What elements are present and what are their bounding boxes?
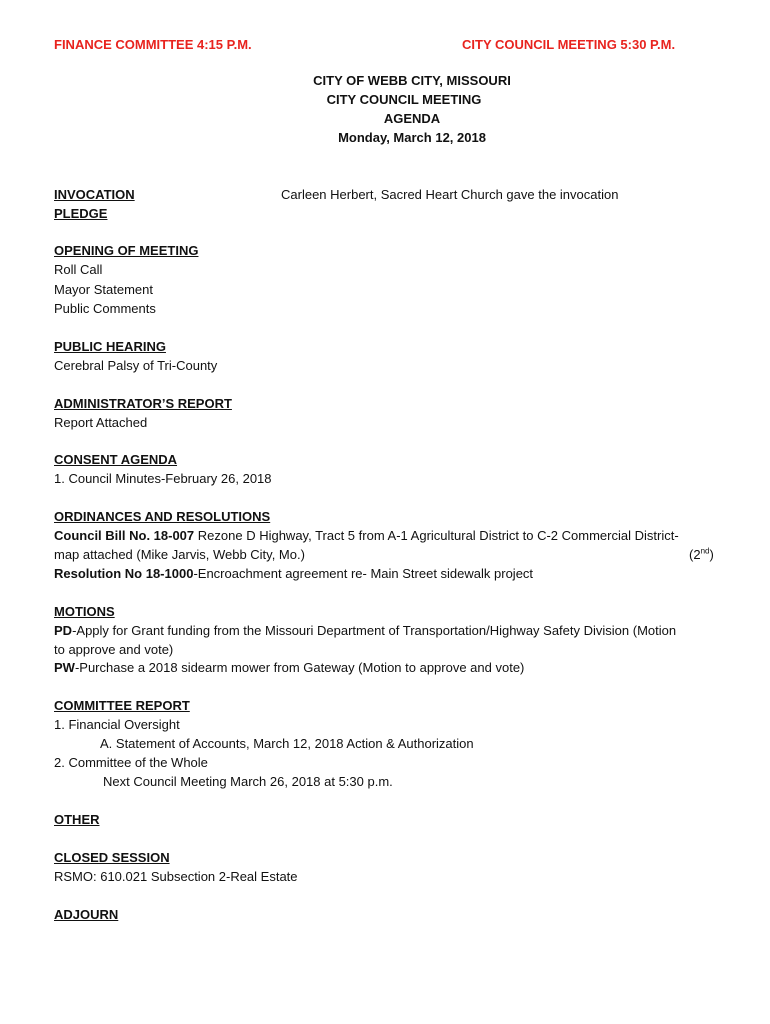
pledge-heading: PLEDGE bbox=[54, 206, 108, 221]
reading-number-sup: nd bbox=[700, 546, 710, 556]
ordinances-heading: ORDINANCES AND RESOLUTIONS bbox=[54, 509, 271, 524]
committee-item: 2. Committee of the Whole bbox=[54, 755, 208, 770]
consent-item: 1. Council Minutes-February 26, 2018 bbox=[54, 471, 272, 486]
council-bill-line bbox=[54, 526, 679, 545]
consent-heading: CONSENT AGENDA bbox=[54, 452, 178, 467]
opening-item: Mayor Statement bbox=[54, 282, 153, 297]
council-bill-text: Rezone D Highway, Tract 5 from A-1 Agricultural District to C-2 Commercial District- bbox=[194, 528, 679, 543]
admin-report-item: Report Attached bbox=[54, 415, 148, 430]
opening-heading: OPENING OF MEETING bbox=[54, 243, 199, 258]
motion-pw-text: -Purchase a 2018 sidearm mower from Gateway (Motion to approve and vote) bbox=[74, 660, 525, 675]
title-city: CITY OF WEBB CITY, MISSOURI bbox=[313, 73, 511, 88]
title-meeting: CITY COUNCIL MEETING bbox=[326, 92, 482, 107]
reading-number bbox=[689, 545, 714, 564]
committee-heading: COMMITTEE REPORT bbox=[54, 698, 190, 713]
opening-item: Roll Call bbox=[54, 262, 103, 277]
other-heading: OTHER bbox=[54, 812, 100, 827]
reading-number-post: ) bbox=[709, 547, 714, 562]
motion-pd-line bbox=[54, 621, 676, 640]
committee-item: 1. Financial Oversight bbox=[54, 717, 180, 732]
admin-report-heading: ADMINISTRATOR’S REPORT bbox=[54, 396, 232, 411]
motion-pw-label: PW bbox=[54, 660, 75, 675]
title-agenda: AGENDA bbox=[383, 111, 441, 126]
reading-number-pre: (2 bbox=[689, 547, 701, 562]
resolution-text: -Encroachment agreement re- Main Street sidewalk project bbox=[193, 566, 534, 581]
title-date: Monday, March 12, 2018 bbox=[338, 130, 486, 145]
motion-pd-text: -Apply for Grant funding from the Missouri Department of Transportation/Highway Safety Division (Motion bbox=[72, 623, 677, 638]
committee-subitem: Next Council Meeting March 26, 2018 at 5:30 p.m. bbox=[103, 774, 393, 789]
invocation-note: Carleen Herbert, Sacred Heart Church gave the invocation bbox=[281, 187, 619, 202]
motion-pd-text-cont: to approve and vote) bbox=[54, 642, 174, 657]
motion-pd-label: PD bbox=[54, 623, 73, 638]
motion-pw-line bbox=[54, 658, 524, 677]
resolution-label: Resolution No 18-1000 bbox=[54, 566, 194, 581]
council-meeting-time: CITY COUNCIL MEETING 5:30 P.M. bbox=[462, 37, 676, 52]
finance-committee-time: FINANCE COMMITTEE 4:15 P.M. bbox=[54, 37, 252, 52]
committee-subitem: A. Statement of Accounts, March 12, 2018 Action & Authorization bbox=[100, 736, 474, 751]
council-bill-label: Council Bill No. 18-007 bbox=[54, 528, 195, 543]
opening-item: Public Comments bbox=[54, 301, 156, 316]
adjourn-heading: ADJOURN bbox=[54, 907, 119, 922]
closed-session-item: RSMO: 610.021 Subsection 2-Real Estate bbox=[54, 869, 298, 884]
resolution-line bbox=[54, 564, 533, 583]
closed-session-heading: CLOSED SESSION bbox=[54, 850, 170, 865]
public-hearing-item: Cerebral Palsy of Tri-County bbox=[54, 358, 218, 373]
invocation-heading: INVOCATION bbox=[54, 187, 135, 202]
council-bill-text-cont: map attached (Mike Jarvis, Webb City, Mo.) bbox=[54, 547, 305, 562]
public-hearing-heading: PUBLIC HEARING bbox=[54, 339, 166, 354]
motions-heading: MOTIONS bbox=[54, 604, 115, 619]
